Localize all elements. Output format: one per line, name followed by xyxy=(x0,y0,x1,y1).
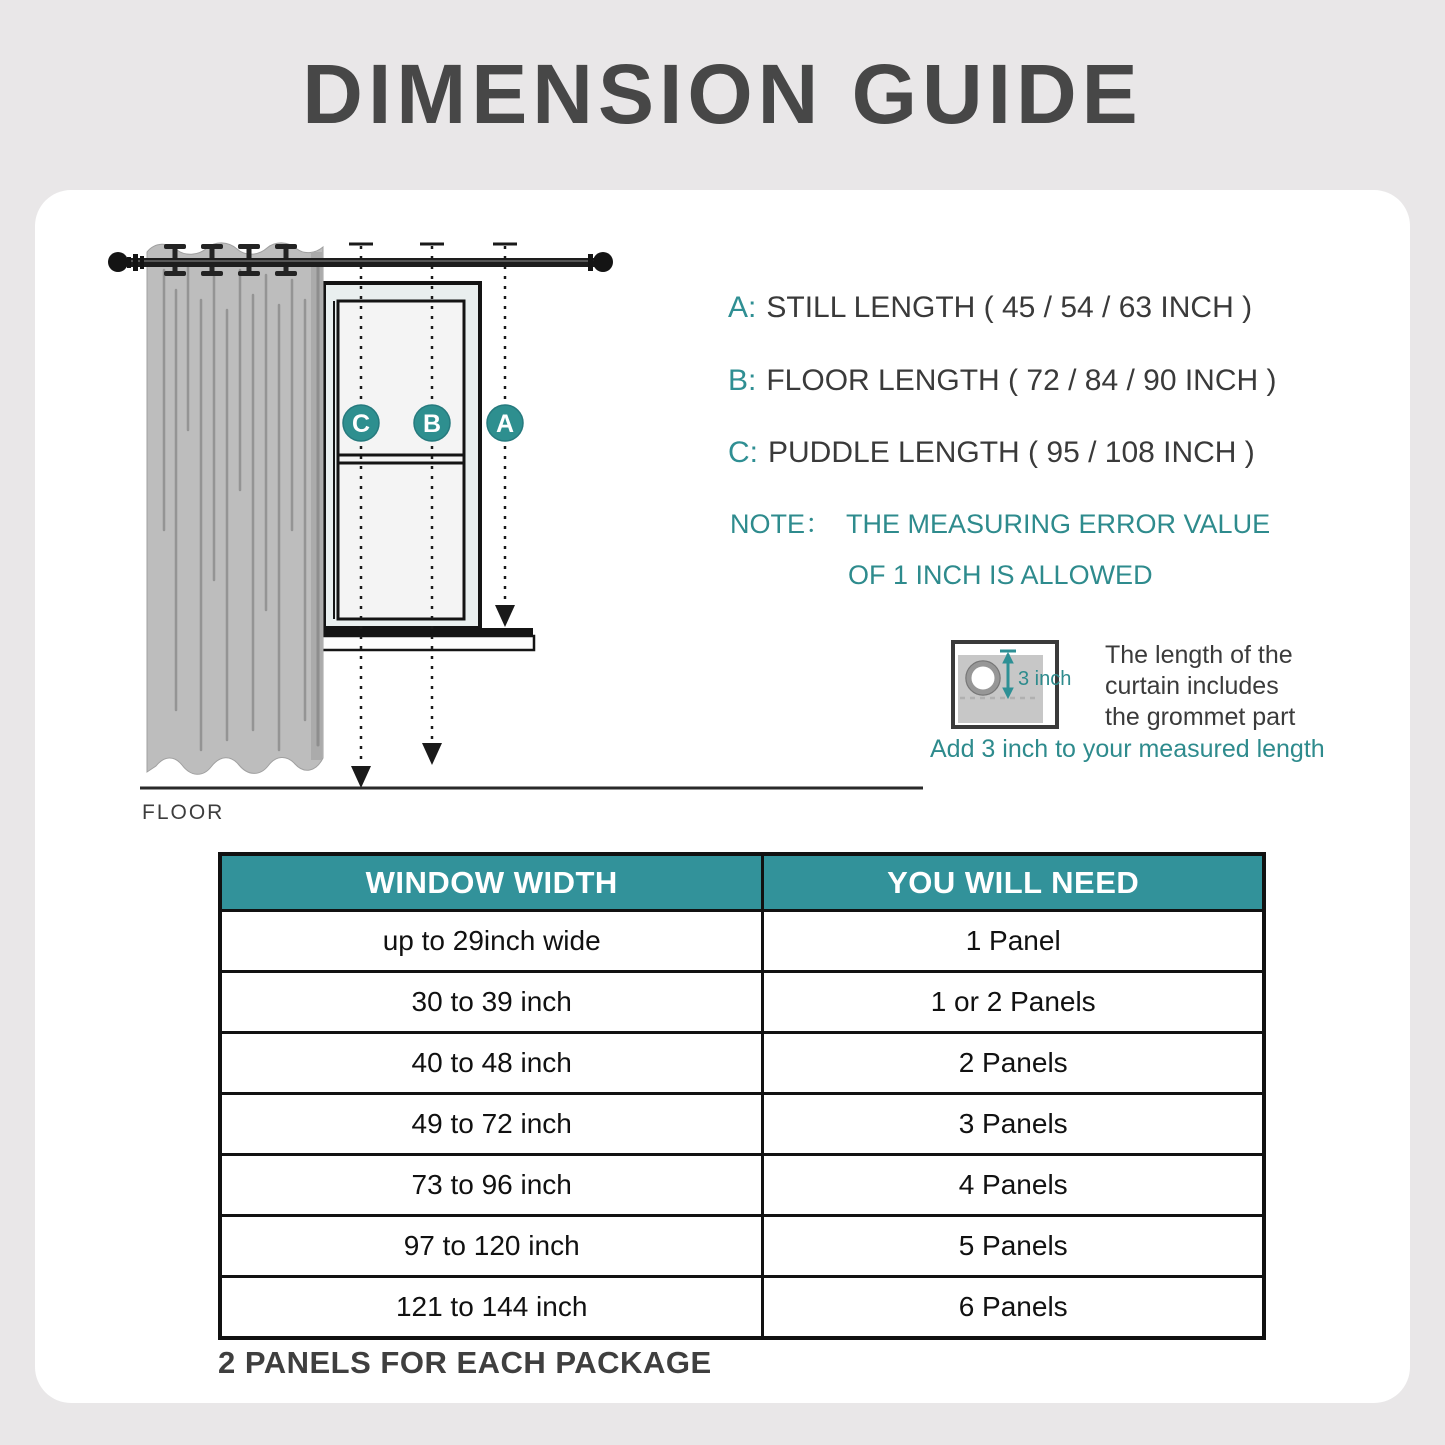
floor-label: FLOOR xyxy=(142,801,225,824)
legend-item-c xyxy=(728,435,1255,471)
cell-panels: 6 Panels xyxy=(763,1277,1264,1339)
badge-c-label: C xyxy=(351,410,371,438)
grommet-add-note: Add 3 inch to your measured length xyxy=(930,735,1325,763)
legend-prefix-a: A: xyxy=(728,291,757,324)
grommet-detail xyxy=(953,642,1071,727)
cell-panels: 1 or 2 Panels xyxy=(763,972,1264,1033)
badge-b-label: B xyxy=(422,410,442,438)
table-row xyxy=(220,1216,1264,1277)
legend-prefix-b: B: xyxy=(728,364,757,397)
cell-panels: 4 Panels xyxy=(763,1155,1264,1216)
panel-table-section xyxy=(218,852,1266,1340)
legend-prefix-c: C: xyxy=(728,436,758,469)
legend-label-b: FLOOR LENGTH ( 72 / 84 / 90 INCH ) xyxy=(766,364,1277,397)
curtain-panel xyxy=(147,243,323,774)
table-row xyxy=(220,911,1264,972)
content-card xyxy=(35,190,1410,1403)
cell-width: up to 29inch wide xyxy=(220,911,763,972)
header-window-width: WINDOW WIDTH xyxy=(220,854,763,911)
measuring-note-line2: OF 1 INCH IS ALLOWED xyxy=(848,560,1153,590)
panel-table xyxy=(218,852,1266,1340)
grommet-description-line2: curtain includes xyxy=(1105,672,1279,700)
cell-width: 97 to 120 inch xyxy=(220,1216,763,1277)
legend-item-a xyxy=(728,290,1252,326)
measuring-note-line1 xyxy=(730,508,1270,540)
table-row xyxy=(220,972,1264,1033)
grommet-description-line3: the grommet part xyxy=(1105,703,1296,731)
window-sill-ledge xyxy=(318,636,534,650)
cell-panels: 5 Panels xyxy=(763,1216,1264,1277)
cell-width: 40 to 48 inch xyxy=(220,1033,763,1094)
grommet-ring xyxy=(969,664,997,692)
package-caption: 2 PANELS FOR EACH PACKAGE xyxy=(218,1345,712,1380)
table-row xyxy=(220,1277,1264,1339)
arrowhead-b xyxy=(422,743,442,765)
legend-label-c: PUDDLE LENGTH ( 95 / 108 INCH ) xyxy=(768,436,1255,469)
arrowhead-a xyxy=(495,605,515,627)
window-inner-frame xyxy=(338,301,464,619)
measure-badges xyxy=(343,405,523,441)
badge-a-label: A xyxy=(495,410,515,438)
table-row xyxy=(220,1155,1264,1216)
grommet-measure-label: 3 inch xyxy=(1018,668,1072,690)
grommet-description-line1: The length of the xyxy=(1105,641,1293,669)
table-header-row xyxy=(220,854,1264,911)
cell-width: 73 to 96 inch xyxy=(220,1155,763,1216)
legend-item-b xyxy=(728,363,1277,399)
grommet-description xyxy=(1105,640,1295,733)
rod-finial-right xyxy=(593,252,613,272)
table-row xyxy=(220,1094,1264,1155)
arrowhead-c xyxy=(351,766,371,788)
cell-width: 30 to 39 inch xyxy=(220,972,763,1033)
curtain-fabric xyxy=(147,243,323,774)
cell-width: 49 to 72 inch xyxy=(220,1094,763,1155)
table-row xyxy=(220,1033,1264,1094)
page-title: DIMENSION GUIDE xyxy=(302,47,1143,141)
cell-width: 121 to 144 inch xyxy=(220,1277,763,1339)
header-you-will-need: YOU WILL NEED xyxy=(763,854,1264,911)
cell-panels: 2 Panels xyxy=(763,1033,1264,1094)
window xyxy=(318,283,534,650)
cell-panels: 3 Panels xyxy=(763,1094,1264,1155)
cell-panels: 1 Panel xyxy=(763,911,1264,972)
rod-finial-left xyxy=(108,252,128,272)
legend-label-a: STILL LENGTH ( 45 / 54 / 63 INCH ) xyxy=(766,291,1253,324)
note-text-1: THE MEASURING ERROR VALUE xyxy=(846,509,1271,539)
note-label: NOTE： xyxy=(730,509,833,539)
